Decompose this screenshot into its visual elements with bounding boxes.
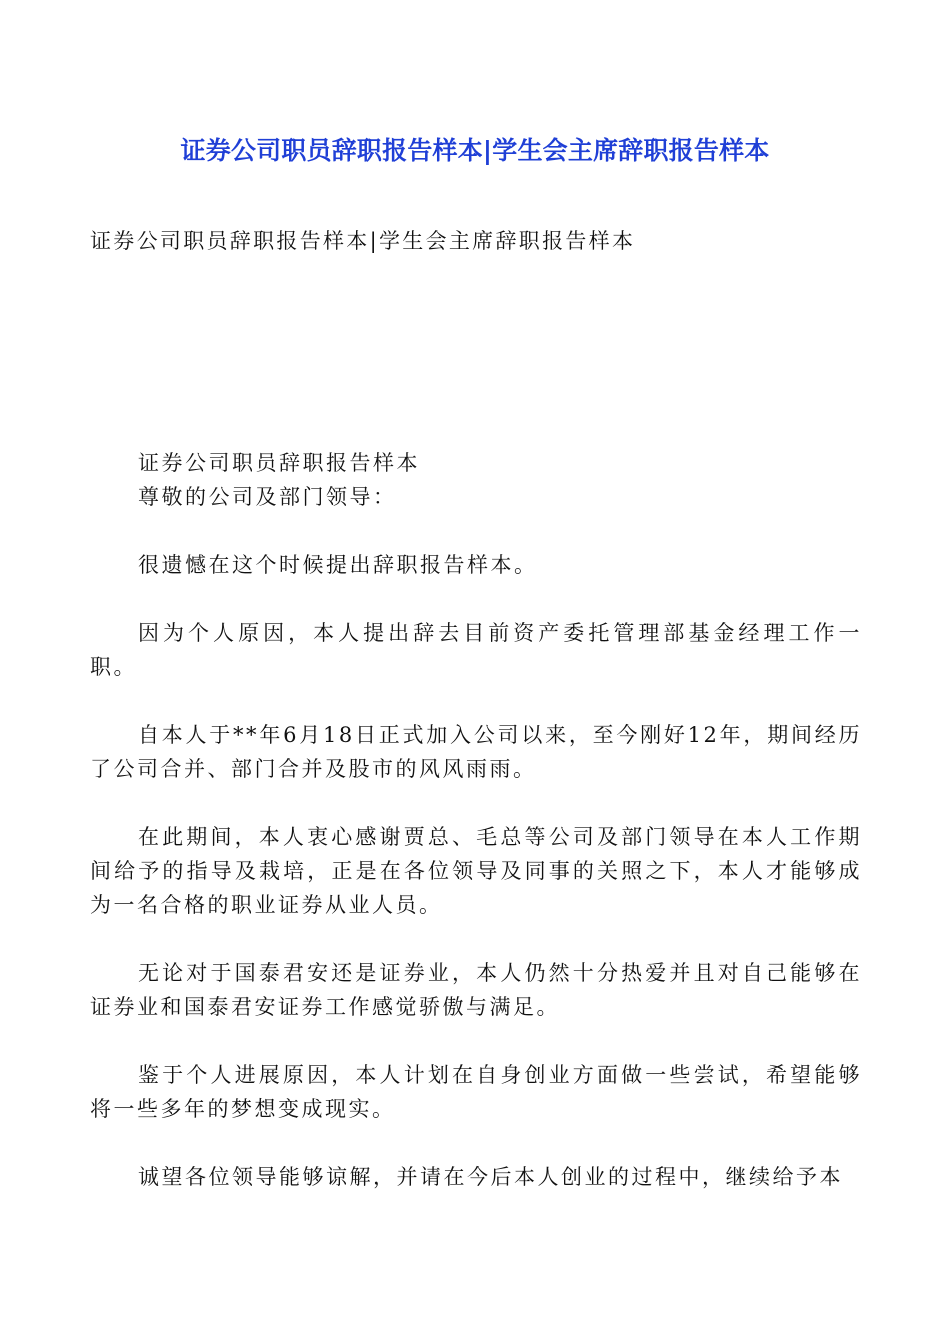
- paragraph: 因为个人原因，本人提出辞去目前资产委托管理部基金经理工作一职。: [90, 621, 862, 679]
- letter-body: [90, 446, 862, 1194]
- paragraph: 诚望各位领导能够谅解，并请在今后本人创业的过程中，继续给予本: [138, 1165, 843, 1189]
- paragraph: 无论对于国泰君安还是证券业，本人仍然十分热爱并且对自己能够在证券业和国泰君安证券工作感觉骄傲与满足。: [90, 961, 862, 1019]
- salutation: 尊敬的公司及部门领导：: [138, 485, 397, 509]
- paragraph: 在此期间，本人衷心感谢贾总、毛总等公司及部门领导在本人工作期间给予的指导及栽培，正是在各位领导及同事的关照之下，本人才能够成为一名合格的职业证券从业人员。: [90, 825, 862, 917]
- document-subtitle: 证券公司职员辞职报告样本|学生会主席辞职报告样本: [90, 229, 636, 253]
- paragraph: 自本人于**年6月18日正式加入公司以来，至今刚好12年，期间经历了公司合并、部门合并及股市的风风雨雨。: [90, 723, 862, 781]
- section-heading: 证券公司职员辞职报告样本: [138, 451, 420, 475]
- paragraph: 很遗憾在这个时候提出辞职报告样本。: [138, 553, 538, 577]
- document-title: 证券公司职员辞职报告样本|学生会主席辞职报告样本: [180, 136, 770, 165]
- paragraph: 鉴于个人进展原因，本人计划在自身创业方面做一些尝试，希望能够将一些多年的梦想变成现实。: [90, 1063, 862, 1121]
